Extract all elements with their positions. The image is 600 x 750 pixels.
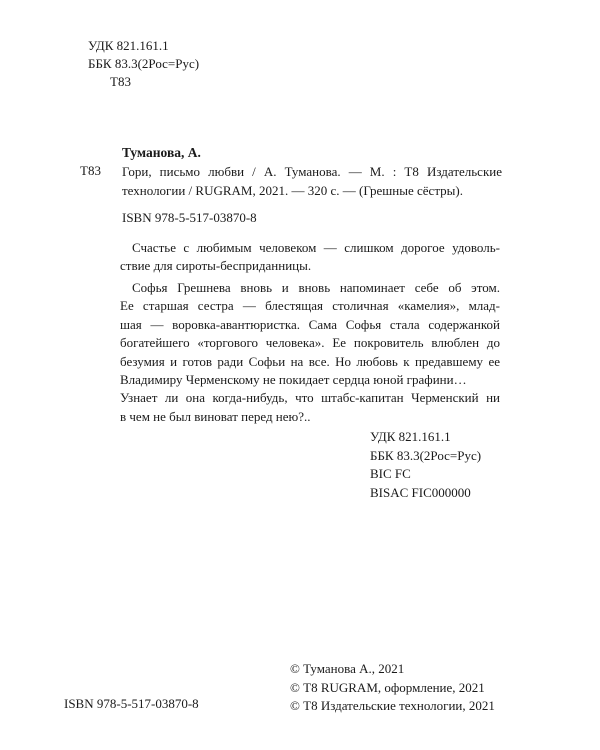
copyright-block (290, 660, 495, 716)
isbn-entry: ISBN 978-5-517-03870-8 (122, 210, 257, 225)
annotation-line: Ее старшая сестра — блестящая столичная «камелия», млад- (120, 298, 500, 314)
bisac-code: BISAC FIC000000 (370, 484, 471, 500)
annotation-line: богатейшего «торгового человека». Ее покровитель влюблен до (120, 335, 500, 351)
copyright-line: © Т8 Издательские технологии, 2021 (290, 698, 495, 713)
copyright-line: © Туманова А., 2021 (290, 661, 405, 676)
annotation-line: безумия и готов ради Софьи на все. Но любовь к предавшему ее (120, 353, 500, 369)
author-sign-top: Т83 (110, 74, 131, 89)
annotation-paragraph-1 (120, 239, 500, 276)
bbk-code-bottom: ББК 83.3(2Рос=Рус) (370, 447, 482, 463)
bibliographic-description (122, 162, 502, 200)
author-sign-entry: Т83 (80, 163, 101, 178)
udk-code-bottom: УДК 821.161.1 (370, 429, 451, 444)
annotation-line: Счастье с любимым человеком — слишком дорогое удоволь- (132, 240, 500, 255)
description-line: Гори, письмо любви / А. Туманова. — М. : Т8 Издательские (122, 164, 502, 179)
annotation-paragraph-2 (120, 279, 500, 426)
classification-codes-bottom (370, 428, 481, 502)
author-name: Туманова, А. (122, 145, 201, 160)
annotation-line: Узнает ли она когда-нибудь, что штабс-капитан Черменский ни (120, 390, 500, 406)
isbn-footer: ISBN 978-5-517-03870-8 (64, 696, 199, 711)
annotation-line: Владимиру Черменскому не покидает сердца юной графини… (120, 372, 467, 388)
udk-code-top: УДК 821.161.1 (88, 38, 169, 53)
bbk-code-top: ББК 83.3(2Рос=Рус) (88, 56, 200, 71)
description-line: технологии / RUGRAM, 2021. — 320 с. — (Грешные сёстры). (122, 183, 463, 198)
annotation-line: в чем не был виноват перед нею?.. (120, 408, 311, 424)
copyright-line: © Т8 RUGRAM, оформление, 2021 (290, 679, 485, 695)
annotation-line: ствие для сироты-бесприданницы. (120, 258, 312, 274)
annotation-line: Софья Грешнева вновь и вновь напоминает себе об этом. (132, 280, 500, 295)
annotation-line: шая — воровка-авантюристка. Сама Софья стала содержанкой (120, 316, 500, 332)
bic-code: BIC FC (370, 466, 411, 481)
